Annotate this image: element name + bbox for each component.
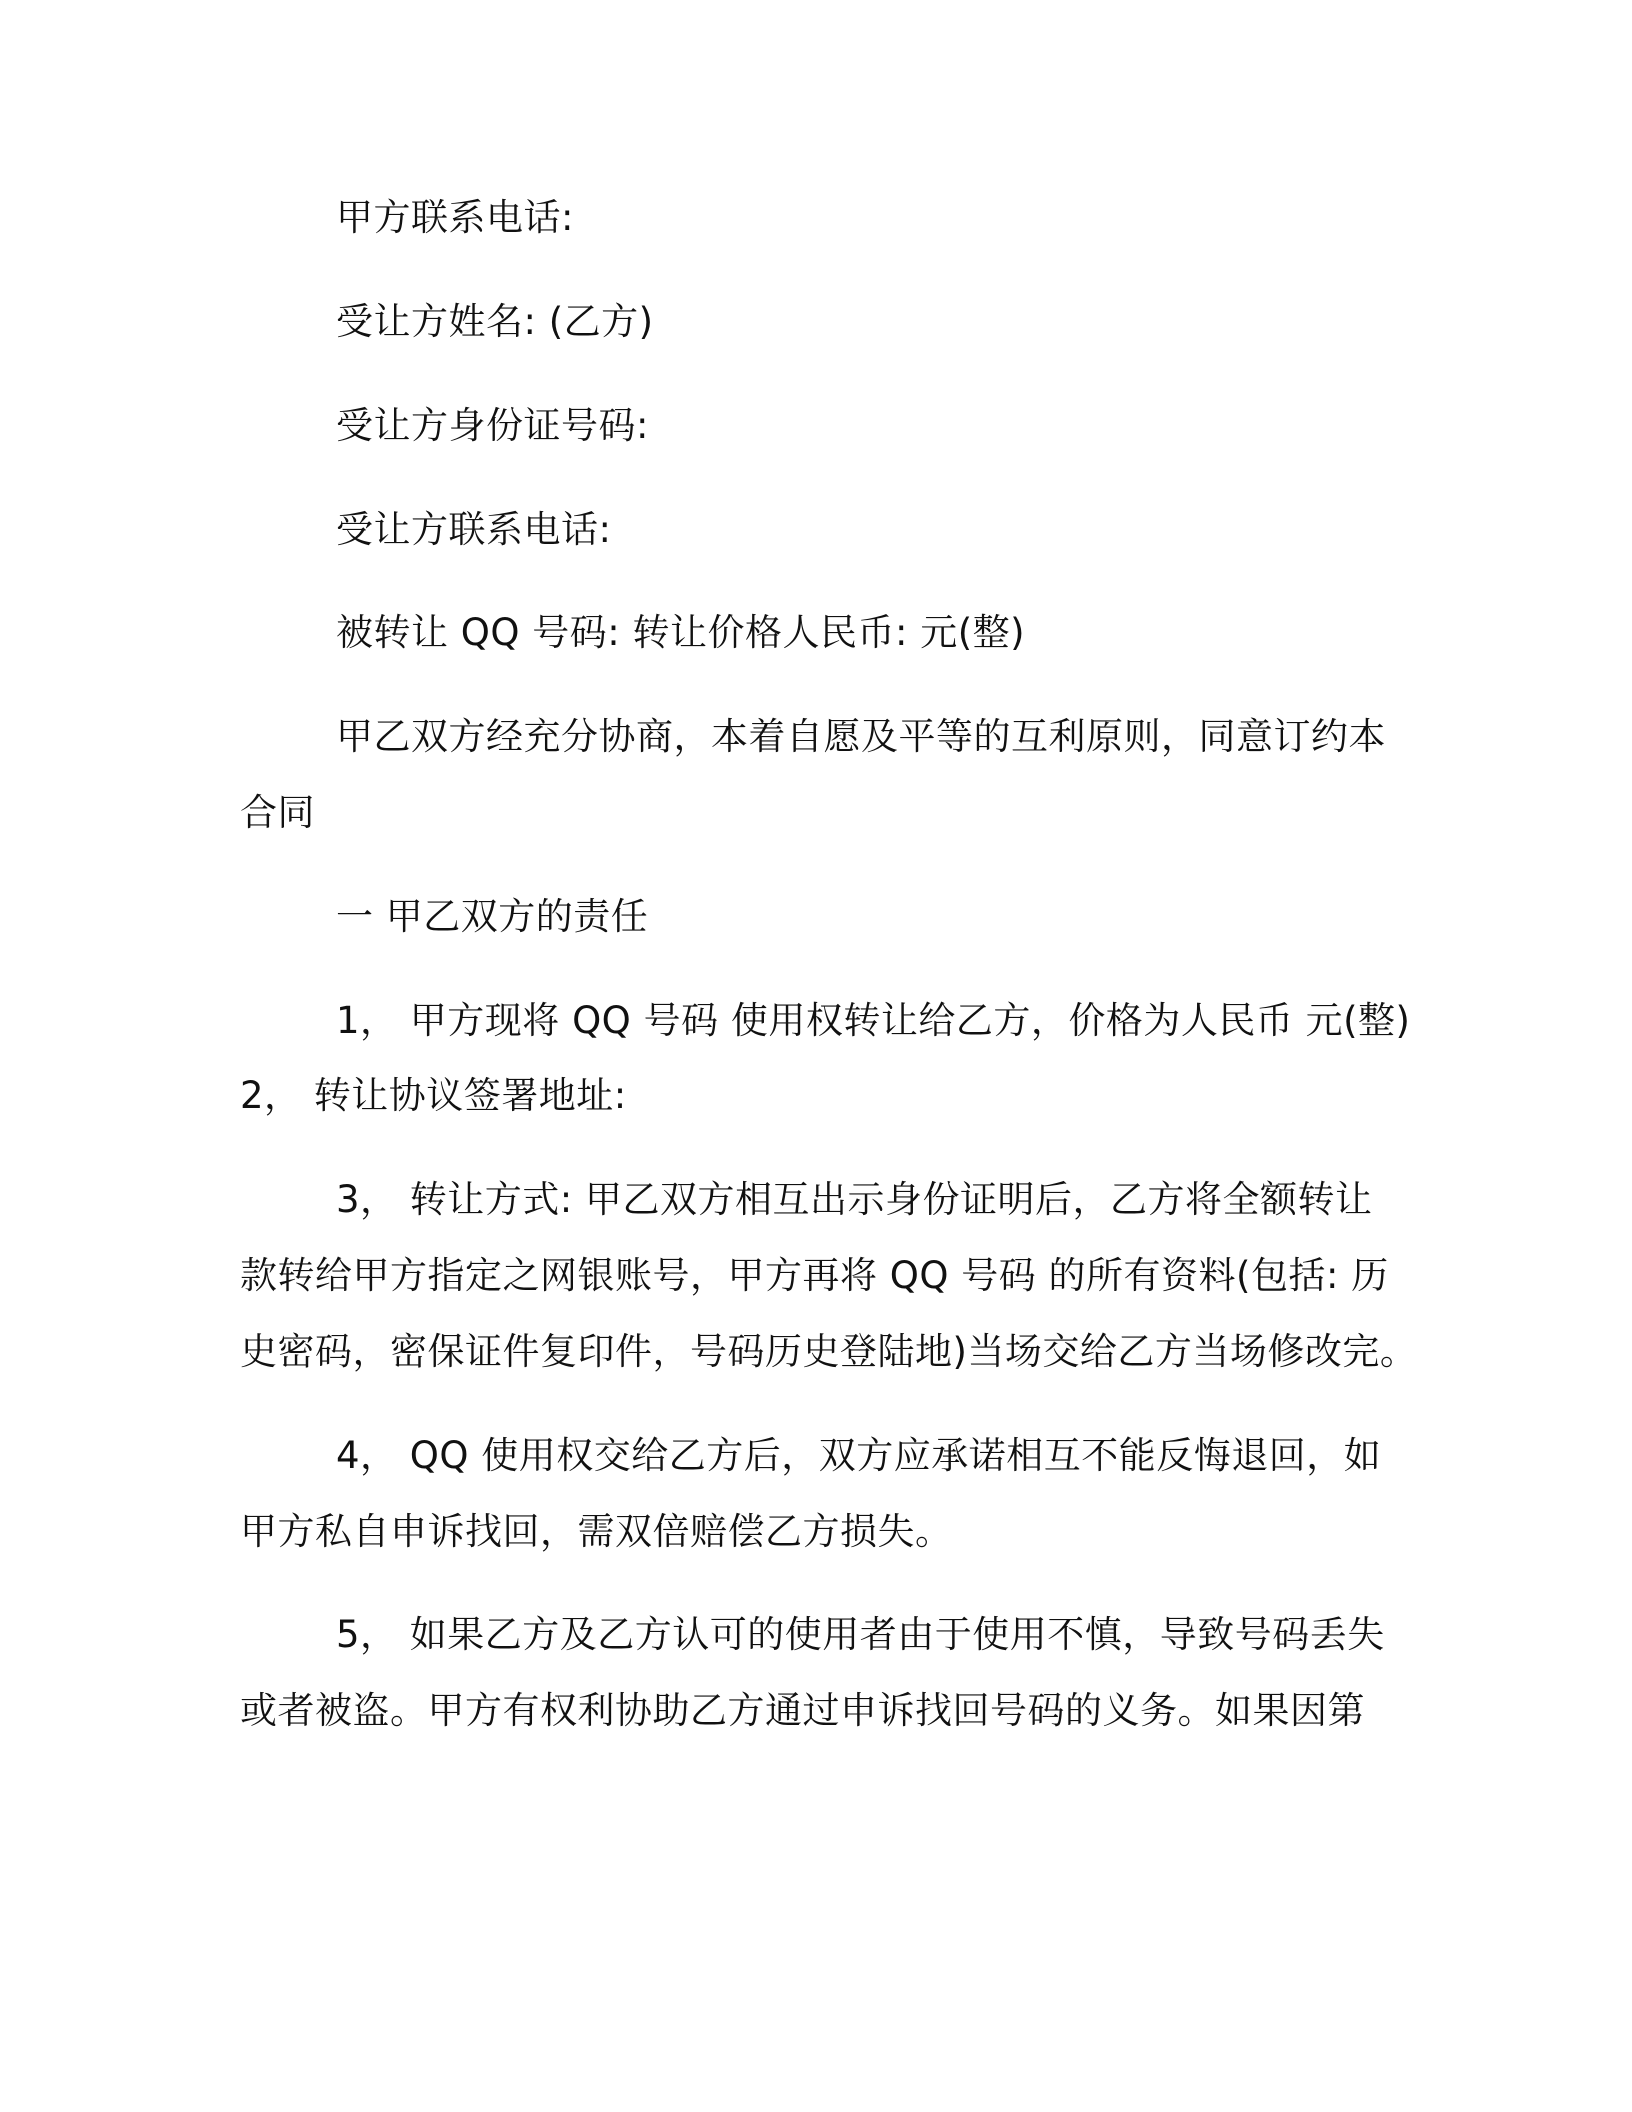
clause-3-line-2: 款转给甲方指定之网银账号，甲方再将 QQ 号码 的所有资料(包括: 历 bbox=[240, 1254, 1389, 1297]
party-a-phone-line: 甲方联系电话: bbox=[336, 196, 574, 239]
section-heading: 一 甲乙双方的责任 bbox=[336, 895, 649, 938]
clause-3-line-1: 3， 转让方式: 甲乙双方相互出示身份证明后，乙方将全额转让 bbox=[336, 1178, 1373, 1221]
transferee-phone-line: 受让方联系电话: bbox=[336, 508, 612, 551]
clause-5-line-2: 或者被盗。甲方有权利协助乙方通过申诉找回号码的义务。如果因第 bbox=[240, 1689, 1365, 1732]
clause-1: 1， 甲方现将 QQ 号码 使用权转让给乙方，价格为人民币 元(整) bbox=[336, 999, 1411, 1042]
transferee-name-line: 受让方姓名: (乙方) bbox=[336, 300, 654, 343]
transferee-id-line: 受让方身份证号码: bbox=[336, 404, 649, 447]
clause-3-line-3: 史密码，密保证件复印件，号码历史登陆地)当场交给乙方当场修改完。 bbox=[240, 1330, 1418, 1373]
transfer-price-line: 被转让 QQ 号码: 转让价格人民币: 元(整) bbox=[336, 611, 1026, 654]
agreement-intro-line: 甲乙双方经充分协商，本着自愿及平等的互利原则，同意订约本 bbox=[336, 715, 1386, 758]
clause-5-line-1: 5， 如果乙方及乙方认可的使用者由于使用不慎，导致号码丢失 bbox=[336, 1613, 1385, 1656]
agreement-intro-continuation: 合同 bbox=[240, 791, 315, 834]
clause-4-line-2: 甲方私自申诉找回，需双倍赔偿乙方损失。 bbox=[240, 1510, 953, 1553]
clause-2: 2， 转让协议签署地址: bbox=[240, 1074, 627, 1117]
clause-4-line-1: 4， QQ 使用权交给乙方后，双方应承诺相互不能反悔退回，如 bbox=[336, 1434, 1382, 1477]
